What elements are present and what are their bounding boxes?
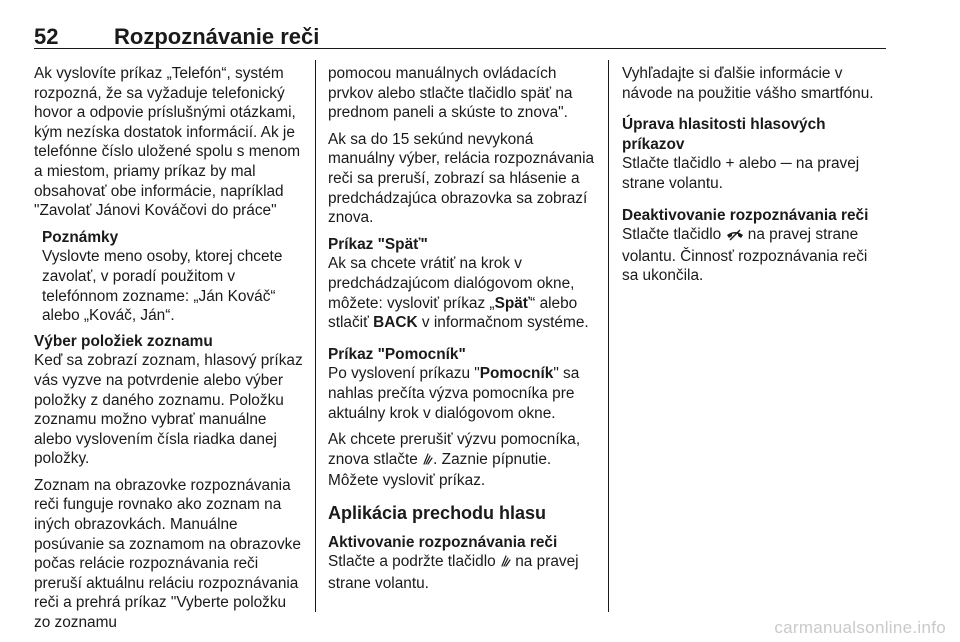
column-3 — [622, 64, 886, 293]
section-title: Rozpoznávanie reči — [114, 24, 320, 49]
paragraph-screen-list: Zoznam na obrazovke rozpoznávania reči funguje rovnako ako zoznam na iných obrazovkách. Manuálne posúvanie sa zoznamom na obrazovke počas relácie rozpoznávania reči preruší aktuálnu reláciu rozpoznávania reči a prehrá príkaz "Vyberte položku zo zoznamu — [34, 476, 301, 632]
heading-deactivate: Deaktivovanie rozpoznávania reči — [622, 206, 869, 224]
paragraph-activate-recognition: Stlačte a podržte tlačidlo na pravej strane volantu. — [328, 553, 579, 593]
paragraph-volume: Stlačte tlačidlo + alebo ─ na pravej strane volantu. — [622, 155, 860, 192]
paragraph-smartphone-info: Vyhľadajte si ďalšie informácie v návode na použitie vášho smartfónu. — [622, 65, 874, 102]
watermark: carmanualsonline.info — [774, 618, 946, 637]
column-divider-2 — [608, 60, 609, 612]
heading-back-command: Príkaz "Späť" — [328, 235, 428, 253]
heading-help-command: Príkaz "Pomocník" — [328, 345, 466, 363]
column-divider-1 — [315, 60, 316, 612]
voice-command-icon — [500, 554, 511, 574]
paragraph-list-selection: Keď sa zobrazí zoznam, hlasový príkaz vás vyzve na potvrdenie alebo výber položky z daného zoznamu. Položku zoznamu možno vybrať manuálne alebo vyslovením čísla riadka danej položky. — [34, 352, 303, 468]
paragraph-timeout: Ak sa do 15 sekúnd nevykoná manuálny výber, relácia rozpoznávania reči sa preruší, zobrazí sa hlásenie a predchádzajúca obrazovka sa zobrazí znova. — [328, 130, 595, 227]
note-text: Vyslovte meno osoby, ktorej chcete zavolať, v poradí použitom v telefónnom zozname: „Ján Kováč“ alebo „Kováč, Ján“. — [42, 248, 283, 325]
phone-hangup-icon — [726, 227, 744, 247]
paragraph-back-command: Ak sa chcete vrátiť na krok v predchádzajúcom dialógovom okne, môžete: vysloviť príkaz „Späť“ alebo stlačiť BACK v informačnom systéme. — [328, 255, 589, 332]
heading-voice-passthrough: Aplikácia prechodu hlasu — [328, 502, 547, 523]
paragraph-interrupt-help: Ak chcete prerušiť výzvu pomocníka, znova stlačte . Zaznie pípnutie. Môžete vysloviť príkaz. — [328, 431, 581, 490]
paragraph-continued: pomocou manuálnych ovládacích prvkov alebo stlačte tlačidlo späť na prednom paneli a skúste to znova". — [328, 65, 573, 122]
minus-icon: ─ — [780, 155, 792, 173]
paragraph-deactivate: Stlačte tlačidlo na pravej strane volantu. Činnosť rozpoznávania reči sa ukončila. — [622, 226, 868, 285]
heading-activate-recognition: Aktivovanie rozpoznávania reči — [328, 533, 558, 551]
column-2 — [328, 64, 600, 601]
page-number: 52 — [34, 24, 59, 49]
heading-list-selection: Výber položiek zoznamu — [34, 332, 213, 350]
heading-volume: Úprava hlasitosti hlasových príkazov — [622, 116, 826, 153]
voice-command-icon — [422, 452, 433, 472]
note-box — [42, 228, 306, 326]
paragraph-help-command: Po vyslovení príkazu "Pomocník" sa nahlas prečíta výzva pomocníka pre aktuálny krok v dialógovom okne. — [328, 365, 580, 422]
paragraph-telephone-command: Ak vyslovíte príkaz „Telefón“, systém rozpozná, že sa vyžaduje telefonický hovor a odpovie príslušnými otázkami, kým nezíska dostatok informácií. Ak je telefónne číslo uložené spolu s menom a miestom, priamy príkaz by mal obsahovať obe informácie, napríklad "Zavolať Jánovi Kováčovi do práce" — [34, 65, 301, 220]
plus-icon: + — [725, 155, 735, 173]
note-title: Poznámky — [42, 228, 119, 246]
column-1 — [34, 64, 306, 640]
page-header — [34, 14, 886, 49]
